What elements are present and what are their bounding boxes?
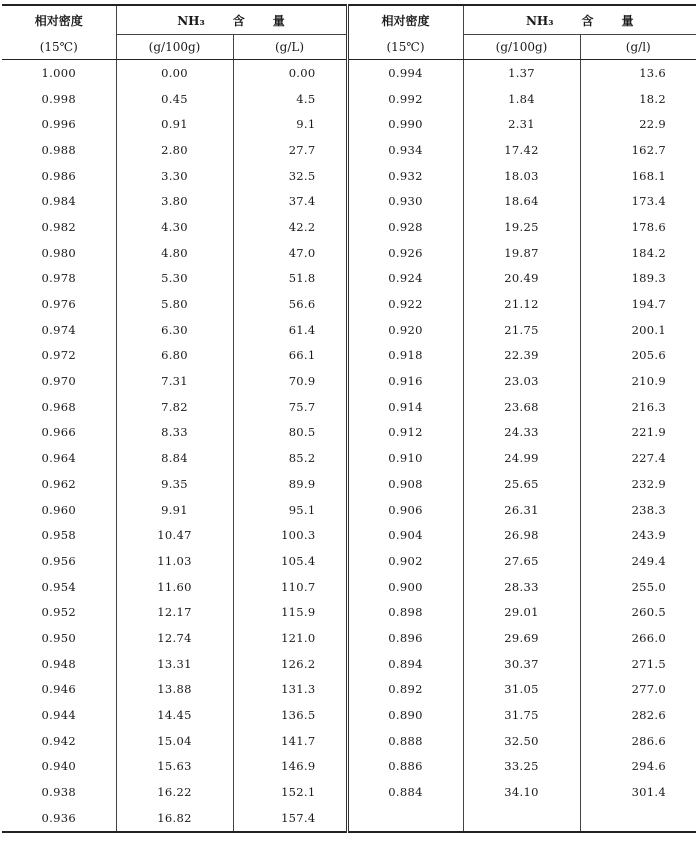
header-row-units bbox=[2, 35, 696, 60]
density-label-right: 相对密度 bbox=[347, 5, 463, 35]
g100g-cell-right bbox=[463, 805, 580, 832]
table-row bbox=[2, 548, 696, 574]
g100g-cell-left: 11.03 bbox=[116, 548, 233, 574]
g100g-cell-right: 29.69 bbox=[463, 625, 580, 651]
g100g-cell-left: 9.91 bbox=[116, 497, 233, 523]
table-row bbox=[2, 291, 696, 317]
table-row bbox=[2, 343, 696, 369]
density-cell-left: 0.988 bbox=[41, 142, 76, 157]
g100g-cell-right: 23.03 bbox=[463, 368, 580, 394]
table-row bbox=[2, 317, 696, 343]
gL-cell-left: 66.1 bbox=[233, 343, 347, 369]
density-cell-right: 0.914 bbox=[347, 394, 463, 420]
table-row bbox=[2, 86, 696, 112]
gL-cell-right: 227.4 bbox=[580, 445, 696, 471]
table-row bbox=[2, 137, 696, 163]
g100g-cell-left: 5.30 bbox=[116, 266, 233, 292]
density-cell-right: 0.934 bbox=[347, 137, 463, 163]
density-cell-right: 0.930 bbox=[347, 188, 463, 214]
density-cell-right: 0.918 bbox=[347, 343, 463, 369]
g100g-cell-right: 26.31 bbox=[463, 497, 580, 523]
density-cell-right: 0.902 bbox=[347, 548, 463, 574]
nh3-content-header-right bbox=[463, 5, 696, 35]
g100g-cell-right: 18.64 bbox=[463, 188, 580, 214]
density-cell-right: 0.928 bbox=[347, 214, 463, 240]
table-row bbox=[2, 188, 696, 214]
density-cell-left: 0.970 bbox=[41, 374, 76, 389]
gL-cell-right: 266.0 bbox=[580, 625, 696, 651]
density-cell-left: 0.962 bbox=[41, 476, 76, 491]
table-row bbox=[2, 445, 696, 471]
table-row bbox=[2, 702, 696, 728]
g100g-cell-right: 1.37 bbox=[463, 60, 580, 86]
han-label-left: 含 bbox=[232, 13, 245, 28]
density-cell-right: 0.910 bbox=[347, 445, 463, 471]
g100g-cell-left: 16.82 bbox=[116, 805, 233, 832]
density-cell-right bbox=[347, 805, 463, 832]
gL-cell-right: 13.6 bbox=[580, 60, 696, 86]
density-cell-right: 0.906 bbox=[347, 497, 463, 523]
density-unit-right: (15℃) bbox=[347, 35, 463, 60]
table-row bbox=[2, 574, 696, 600]
density-cell-right: 0.924 bbox=[347, 266, 463, 292]
density-cell-left: 0.978 bbox=[41, 271, 76, 286]
gL-cell-right: 221.9 bbox=[580, 420, 696, 446]
g100g-cell-left: 2.80 bbox=[116, 137, 233, 163]
g100g-cell-left: 10.47 bbox=[116, 522, 233, 548]
gL-cell-left: 51.8 bbox=[233, 266, 347, 292]
gL-cell-right: 286.6 bbox=[580, 728, 696, 754]
gL-cell-left: 100.3 bbox=[233, 522, 347, 548]
g100g-cell-right: 28.33 bbox=[463, 574, 580, 600]
gL-cell-right: 205.6 bbox=[580, 343, 696, 369]
gL-cell-left: 121.0 bbox=[233, 625, 347, 651]
liang-label-left: 量 bbox=[272, 13, 285, 28]
table-row bbox=[2, 240, 696, 266]
gL-cell-right: 189.3 bbox=[580, 266, 696, 292]
g100g-cell-right: 2.31 bbox=[463, 111, 580, 137]
gL-cell-left: 70.9 bbox=[233, 368, 347, 394]
table-body bbox=[2, 60, 696, 832]
g100g-cell-right: 17.42 bbox=[463, 137, 580, 163]
unit-g100g-left: (g/100g) bbox=[116, 35, 233, 60]
density-cell-right: 0.904 bbox=[347, 522, 463, 548]
ammonia-density-table bbox=[2, 4, 696, 833]
table-row bbox=[2, 805, 696, 832]
density-cell-right: 0.894 bbox=[347, 651, 463, 677]
table-row bbox=[2, 60, 696, 86]
g100g-cell-left: 12.17 bbox=[116, 599, 233, 625]
gL-cell-right: 18.2 bbox=[580, 86, 696, 112]
gL-cell-left: 85.2 bbox=[233, 445, 347, 471]
gL-cell-left: 95.1 bbox=[233, 497, 347, 523]
gL-cell-right: 210.9 bbox=[580, 368, 696, 394]
density-cell-right: 0.908 bbox=[347, 471, 463, 497]
gL-cell-left: 61.4 bbox=[233, 317, 347, 343]
g100g-cell-right: 27.65 bbox=[463, 548, 580, 574]
density-cell-left: 0.950 bbox=[41, 630, 76, 645]
gL-cell-right: 200.1 bbox=[580, 317, 696, 343]
g100g-cell-left: 4.30 bbox=[116, 214, 233, 240]
g100g-cell-left: 15.04 bbox=[116, 728, 233, 754]
header-row-main bbox=[2, 5, 696, 35]
density-cell-left: 0.972 bbox=[41, 348, 76, 363]
gL-cell-left: 141.7 bbox=[233, 728, 347, 754]
g100g-cell-right: 24.33 bbox=[463, 420, 580, 446]
table-row bbox=[2, 420, 696, 446]
gL-cell-left: 9.1 bbox=[233, 111, 347, 137]
gL-cell-right bbox=[580, 805, 696, 832]
g100g-cell-right: 31.05 bbox=[463, 677, 580, 703]
g100g-cell-right: 34.10 bbox=[463, 779, 580, 805]
density-cell-left: 1.000 bbox=[41, 65, 76, 80]
g100g-cell-right: 33.25 bbox=[463, 754, 580, 780]
density-cell-left: 0.936 bbox=[2, 805, 116, 832]
density-cell-left: 0.966 bbox=[41, 425, 76, 440]
g100g-cell-left: 0.00 bbox=[116, 60, 233, 86]
g100g-cell-left: 12.74 bbox=[116, 625, 233, 651]
g100g-cell-right: 29.01 bbox=[463, 599, 580, 625]
density-cell-left: 0.998 bbox=[41, 91, 76, 106]
gL-cell-left: 110.7 bbox=[233, 574, 347, 600]
gL-cell-right: 184.2 bbox=[580, 240, 696, 266]
g100g-cell-left: 15.63 bbox=[116, 754, 233, 780]
g100g-cell-right: 1.84 bbox=[463, 86, 580, 112]
density-cell-left: 0.984 bbox=[41, 194, 76, 209]
g100g-cell-left: 11.60 bbox=[116, 574, 233, 600]
density-cell-left: 0.974 bbox=[41, 322, 76, 337]
density-cell-left: 0.948 bbox=[41, 656, 76, 671]
density-cell-left: 0.944 bbox=[41, 708, 76, 723]
density-cell-right: 0.990 bbox=[347, 111, 463, 137]
g100g-cell-left: 7.31 bbox=[116, 368, 233, 394]
density-cell-left: 0.938 bbox=[41, 785, 76, 800]
gL-cell-left: 105.4 bbox=[233, 548, 347, 574]
gL-cell-right: 162.7 bbox=[580, 137, 696, 163]
table-row bbox=[2, 779, 696, 805]
g100g-cell-left: 3.80 bbox=[116, 188, 233, 214]
gL-cell-right: 238.3 bbox=[580, 497, 696, 523]
gL-cell-left: 146.9 bbox=[233, 754, 347, 780]
gL-cell-left: 47.0 bbox=[233, 240, 347, 266]
gL-cell-right: 255.0 bbox=[580, 574, 696, 600]
density-cell-left: 0.982 bbox=[41, 219, 76, 234]
table-row bbox=[2, 599, 696, 625]
table-row bbox=[2, 163, 696, 189]
density-cell-left: 0.956 bbox=[41, 553, 76, 568]
gL-cell-left: 126.2 bbox=[233, 651, 347, 677]
g100g-cell-right: 24.99 bbox=[463, 445, 580, 471]
table-row bbox=[2, 625, 696, 651]
gL-cell-left: 56.6 bbox=[233, 291, 347, 317]
unit-g100g-right: (g/100g) bbox=[463, 35, 580, 60]
table-row bbox=[2, 754, 696, 780]
density-cell-right: 0.920 bbox=[347, 317, 463, 343]
gL-cell-right: 168.1 bbox=[580, 163, 696, 189]
nh3-label-right: NH₃ bbox=[525, 13, 554, 28]
table-row bbox=[2, 266, 696, 292]
gL-cell-right: 271.5 bbox=[580, 651, 696, 677]
density-cell-left: 0.980 bbox=[41, 245, 76, 260]
gL-cell-right: 249.4 bbox=[580, 548, 696, 574]
density-cell-left: 0.960 bbox=[41, 502, 76, 517]
g100g-cell-right: 20.49 bbox=[463, 266, 580, 292]
g100g-cell-right: 22.39 bbox=[463, 343, 580, 369]
gL-cell-right: 178.6 bbox=[580, 214, 696, 240]
gL-cell-left: 75.7 bbox=[233, 394, 347, 420]
g100g-cell-left: 0.91 bbox=[116, 111, 233, 137]
table-row bbox=[2, 394, 696, 420]
g100g-cell-right: 32.50 bbox=[463, 728, 580, 754]
density-cell-left: 0.996 bbox=[41, 117, 76, 132]
g100g-cell-left: 9.35 bbox=[116, 471, 233, 497]
density-cell-right: 0.884 bbox=[347, 779, 463, 805]
gL-cell-right: 216.3 bbox=[580, 394, 696, 420]
gL-cell-right: 173.4 bbox=[580, 188, 696, 214]
g100g-cell-left: 5.80 bbox=[116, 291, 233, 317]
gL-cell-left: 131.3 bbox=[233, 677, 347, 703]
gL-cell-right: 260.5 bbox=[580, 599, 696, 625]
table-row bbox=[2, 677, 696, 703]
density-cell-right: 0.922 bbox=[347, 291, 463, 317]
g100g-cell-right: 30.37 bbox=[463, 651, 580, 677]
density-cell-right: 0.898 bbox=[347, 599, 463, 625]
density-label-left: 相对密度 bbox=[2, 5, 116, 35]
gL-cell-left: 80.5 bbox=[233, 420, 347, 446]
density-cell-right: 0.888 bbox=[347, 728, 463, 754]
g100g-cell-left: 0.45 bbox=[116, 86, 233, 112]
g100g-cell-left: 8.84 bbox=[116, 445, 233, 471]
density-cell-right: 0.916 bbox=[347, 368, 463, 394]
g100g-cell-right: 25.65 bbox=[463, 471, 580, 497]
density-cell-left: 0.942 bbox=[41, 733, 76, 748]
unit-gl-right: (g/l) bbox=[580, 35, 696, 60]
density-cell-right: 0.892 bbox=[347, 677, 463, 703]
gL-cell-left: 42.2 bbox=[233, 214, 347, 240]
gL-cell-left: 4.5 bbox=[233, 86, 347, 112]
gL-cell-right: 22.9 bbox=[580, 111, 696, 137]
g100g-cell-left: 6.30 bbox=[116, 317, 233, 343]
nh3-label-left: NH₃ bbox=[177, 13, 205, 28]
g100g-cell-left: 7.82 bbox=[116, 394, 233, 420]
density-cell-right: 0.992 bbox=[347, 86, 463, 112]
table-row bbox=[2, 368, 696, 394]
gL-cell-left: 32.5 bbox=[233, 163, 347, 189]
density-cell-left: 0.954 bbox=[41, 579, 76, 594]
gL-cell-right: 294.6 bbox=[580, 754, 696, 780]
table-row bbox=[2, 497, 696, 523]
density-cell-right: 0.900 bbox=[347, 574, 463, 600]
unit-gL-left: (g/L) bbox=[233, 35, 347, 60]
g100g-cell-right: 21.12 bbox=[463, 291, 580, 317]
density-cell-right: 0.886 bbox=[347, 754, 463, 780]
gL-cell-left: 37.4 bbox=[233, 188, 347, 214]
table-row bbox=[2, 214, 696, 240]
gL-cell-left: 157.4 bbox=[233, 805, 347, 832]
table-row bbox=[2, 471, 696, 497]
density-cell-left: 0.986 bbox=[41, 168, 76, 183]
g100g-cell-right: 21.75 bbox=[463, 317, 580, 343]
table-header bbox=[2, 5, 696, 60]
g100g-cell-right: 26.98 bbox=[463, 522, 580, 548]
gL-cell-left: 136.5 bbox=[233, 702, 347, 728]
density-cell-left: 0.946 bbox=[41, 682, 76, 697]
density-cell-right: 0.896 bbox=[347, 625, 463, 651]
nh3-content-header-left bbox=[116, 5, 347, 35]
gL-cell-left: 152.1 bbox=[233, 779, 347, 805]
density-cell-right: 0.926 bbox=[347, 240, 463, 266]
han-label-right: 含 bbox=[581, 13, 594, 28]
gL-cell-right: 194.7 bbox=[580, 291, 696, 317]
density-cell-left: 0.968 bbox=[41, 399, 76, 414]
density-cell-left: 0.940 bbox=[41, 759, 76, 774]
density-cell-left: 0.952 bbox=[41, 605, 76, 620]
density-cell-left: 0.964 bbox=[41, 451, 76, 466]
gL-cell-right: 282.6 bbox=[580, 702, 696, 728]
g100g-cell-left: 13.31 bbox=[116, 651, 233, 677]
gL-cell-right: 232.9 bbox=[580, 471, 696, 497]
gL-cell-left: 0.00 bbox=[233, 60, 347, 86]
gL-cell-left: 27.7 bbox=[233, 137, 347, 163]
gL-cell-left: 115.9 bbox=[233, 599, 347, 625]
gL-cell-right: 277.0 bbox=[580, 677, 696, 703]
g100g-cell-left: 16.22 bbox=[116, 779, 233, 805]
density-cell-right: 0.994 bbox=[347, 60, 463, 86]
density-cell-left: 0.976 bbox=[41, 297, 76, 312]
g100g-cell-left: 13.88 bbox=[116, 677, 233, 703]
table-row bbox=[2, 728, 696, 754]
g100g-cell-right: 18.03 bbox=[463, 163, 580, 189]
gL-cell-left: 89.9 bbox=[233, 471, 347, 497]
g100g-cell-left: 8.33 bbox=[116, 420, 233, 446]
liang-label-right: 量 bbox=[621, 13, 634, 28]
g100g-cell-right: 19.87 bbox=[463, 240, 580, 266]
density-cell-right: 0.890 bbox=[347, 702, 463, 728]
density-cell-right: 0.912 bbox=[347, 420, 463, 446]
g100g-cell-right: 23.68 bbox=[463, 394, 580, 420]
g100g-cell-right: 19.25 bbox=[463, 214, 580, 240]
g100g-cell-right: 31.75 bbox=[463, 702, 580, 728]
density-unit-left: (15℃) bbox=[2, 35, 116, 60]
ammonia-density-table-wrapper bbox=[2, 4, 696, 833]
g100g-cell-left: 14.45 bbox=[116, 702, 233, 728]
g100g-cell-left: 3.30 bbox=[116, 163, 233, 189]
density-cell-right: 0.932 bbox=[347, 163, 463, 189]
g100g-cell-left: 4.80 bbox=[116, 240, 233, 266]
gL-cell-right: 243.9 bbox=[580, 522, 696, 548]
table-row bbox=[2, 111, 696, 137]
density-cell-left: 0.958 bbox=[41, 528, 76, 543]
table-row bbox=[2, 651, 696, 677]
gL-cell-right: 301.4 bbox=[580, 779, 696, 805]
g100g-cell-left: 6.80 bbox=[116, 343, 233, 369]
table-row bbox=[2, 522, 696, 548]
